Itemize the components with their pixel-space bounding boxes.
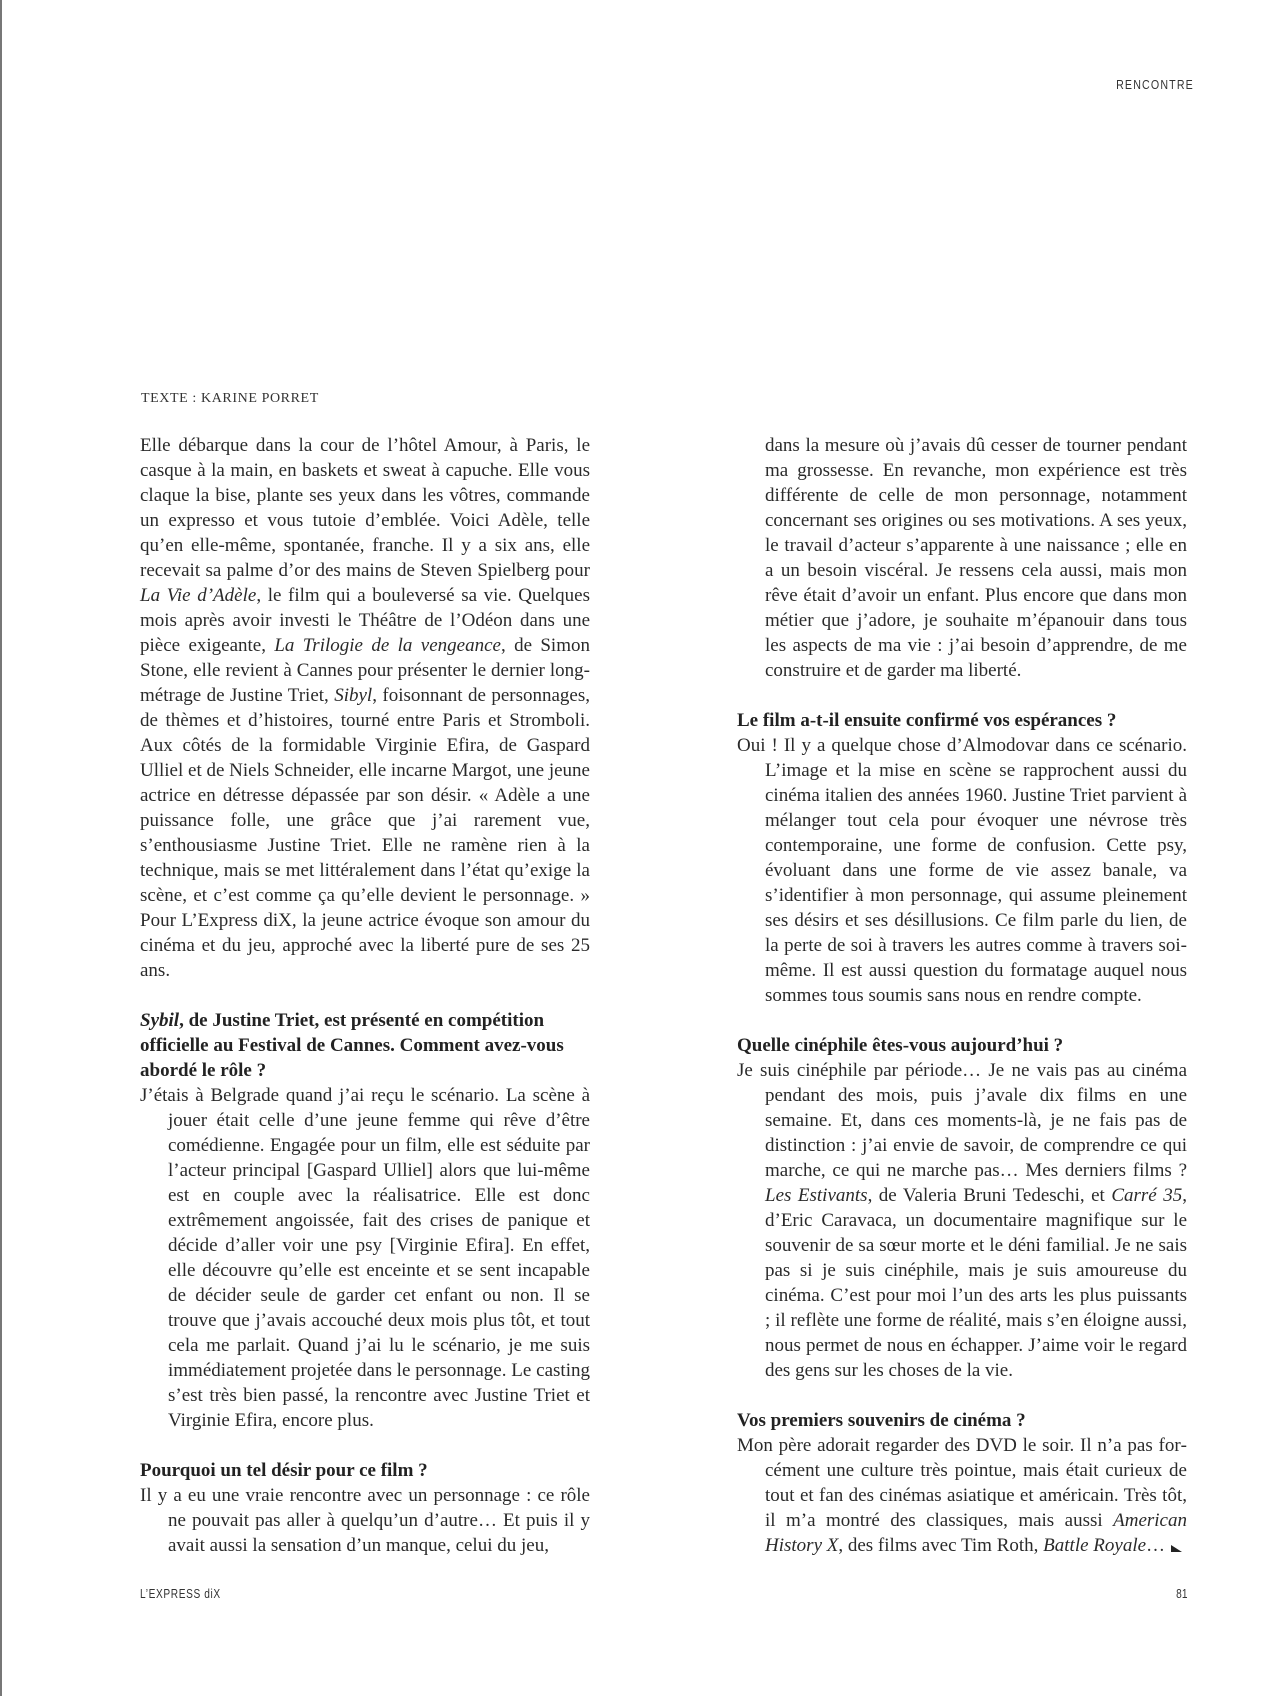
interview-question (140, 1008, 590, 1083)
interview-answer: J’étais à Belgrade quand j’ai reçu le scénario. La scène à jouer était celle d’une jeune femme qui rêve d’être comédienne. Engagée pour un film, elle est séduite par l’acteur principal [Gaspard Ulliel] alors que lui-même est en couple avec la réalisatrice. Elle est donc extrêmement angoissée, fait des crises de panique et décide d’aller voir une psy [Virginie Efira]. En effet, elle découvre qu’elle est enceinte et se sent incapable de décider seule de garder cet enfant ou non. Il se trouve que j’avais accouché deux mois plus tôt, et tout cela me parlait. Quand j’ai lu le scénario, je me suis immédiatement projetée dans le personnage. Le casting s’est très bien passé, la rencontre avec Justine Triet et Virginie Efira, encore plus. (140, 1085, 590, 1431)
interview-answer: Il y a eu une vraie rencontre avec un personnage : ce rôle ne pouvait pas aller à quelqu’un d’autre… Et puis il y avait aussi la sensation d’un manque, celui du jeu, (140, 1485, 590, 1556)
answer-text: , de Valeria Bruni Tedeschi, et (867, 1185, 1112, 1206)
film-title: La Trilogie de la vengeance (274, 635, 501, 656)
continue-arrow-icon (1171, 1545, 1182, 1552)
interview-answer: Oui ! Il y a quelque chose d’Almodovar dans ce scénario. L’image et la mise en scène se rapprochent aussi du cinéma italien des années 1960. Justine Triet parvient à mélanger tout cela pour évoquer une névrose très contemporaine, une forme de confusion. Cette psy, évoluant dans une forme de vie assez banale, va s’identifier à mon personnage, qui assume pleinement ses désirs et ses désillusions. Ce film parle du lien, de la perte de soi à travers les autres comme à travers soi-même. Il est aussi question du formatage auquel nous sommes tous soumis sans nous en rendre compte. (737, 735, 1187, 1006)
page-number: 81 (1175, 1586, 1187, 1601)
film-title: Sybil (140, 1010, 180, 1031)
answer-text: , des films avec Tim Roth, (838, 1535, 1044, 1556)
film-title: Les Estivants (765, 1185, 868, 1206)
section-tag: RENCONTRE (1116, 77, 1194, 92)
film-title: Sibyl (334, 685, 373, 706)
publication-name: L’EXPRESS diX (140, 1586, 221, 1601)
byline: TEXTE : KARINE PORRET (141, 391, 319, 406)
interview-answer-continued: dans la mesure où j’avais dû cesser de tourner pendant ma grossesse. En revanche, mon expérience est très différente de celle de mon personnage, notamment concernant ses origines ou ses motivations. A ses yeux, le travail d’acteur s’apparente à une naissance ; elle en a un besoin viscéral. Je ressens cela aussi, mais mon rêve était d’avoir un enfant. Plus encore que dans mon métier que j’adore, je souhaite m’épanouir dans tous les aspects de ma vie : j’ai besoin d’apprendre, de me construire et de garder ma liberté. (765, 435, 1187, 681)
question-text: , de Justine Triet, est présenté en compétition officielle au Festival de Cannes. Comment avez-vous abordé le rôle ? (140, 1010, 564, 1081)
interview-question: Le film a-t-il ensuite confirmé vos espérances ? (737, 710, 1117, 731)
film-title: Carré 35 (1111, 1185, 1183, 1206)
film-title: La Vie d’Adèle (140, 585, 257, 606)
intro-paragraph (140, 433, 590, 983)
intro-text: Elle débarque dans la cour de l’hôtel Amour, à Paris, le casque à la main, en baskets et sweat à capuche. Elle vous claque la bise, plante ses yeux dans les vôtres, commande un expresso et vous tutoie d’emblée. Voici Adèle, telle qu’en elle-même, spontanée, franche. Il y a six ans, elle recevait sa palme d’or des mains de Steven Spielberg pour (140, 435, 590, 581)
interview-question: Quelle cinéphile êtes-vous aujourd’hui ? (737, 1035, 1064, 1056)
page-edge-line (0, 0, 2, 1696)
interview-answer (737, 1058, 1187, 1383)
interview-question: Pourquoi un tel désir pour ce film ? (140, 1460, 428, 1481)
article-column-left (140, 433, 590, 1558)
intro-text: , foisonnant de personnages, de thèmes et d’histoires, tourné entre Paris et Stromboli. Aux côtés de la formidable Virginie Efira, de Gaspard Ulliel et de Niels Schneider, elle incarne Margot, une jeune actrice en détresse dépassée par son désir. « Adèle a une puissance folle, une grâce que j’ai rarement vue, s’enthousiasme Justine Triet. Elle ne ramène rien à la technique, mais se met littéralement dans l’état qu’exige la scène, et c’est comme ça qu’elle devient le personnage. » Pour L’Express diX, la jeune actrice évoque son amour du cinéma et du jeu, approché avec la liberté pure de ses 25 ans. (140, 685, 590, 981)
interview-question: Vos premiers souvenirs de cinéma ? (737, 1410, 1026, 1431)
article-column-right (737, 433, 1187, 1558)
intro-text: , de Simon Stone, elle revient à Cannes pour présenter le dernier long-métrage de Justine Triet, (140, 635, 590, 706)
film-title: American History X (765, 1510, 1187, 1556)
intro-text: , le film qui a bouleversé sa vie. Quelques mois après avoir investi le Théâtre de l’Odéon dans une pièce exigeante, (140, 585, 590, 656)
interview-answer (737, 1433, 1187, 1558)
answer-text: , d’Eric Caravaca, un documentaire magnifique sur le souvenir de sa sœur morte et le déni familial. Je ne sais pas si je suis cinéphile, mais je suis amoureuse du cinéma. C’est pour moi l’un des arts les plus puissants ; il reflète une forme de réalité, mais s’en éloigne aussi, nous permet de nous en échapper. J’aime voir le regard des gens sur les choses de la vie. (765, 1185, 1187, 1381)
film-title: Battle Royale (1043, 1535, 1147, 1556)
answer-text: Je suis cinéphile par période… Je ne vais pas au cinéma pendant des mois, puis j’avale dix films en une semaine. Et, dans ces moments-là, je ne fais pas de distinction : j’ai envie de savoir, de comprendre ce qui marche, ce qui ne marche pas… Mes derniers films ? (737, 1060, 1187, 1181)
answer-text: Mon père adorait regarder des DVD le soir. Il n’a pas forcément une culture très pointue, mais était curieux de tout et fan des cinémas asiatique et américain. Très tôt, il m’a montré des classiques, mais aussi (737, 1435, 1187, 1531)
answer-text: … (1146, 1535, 1166, 1556)
